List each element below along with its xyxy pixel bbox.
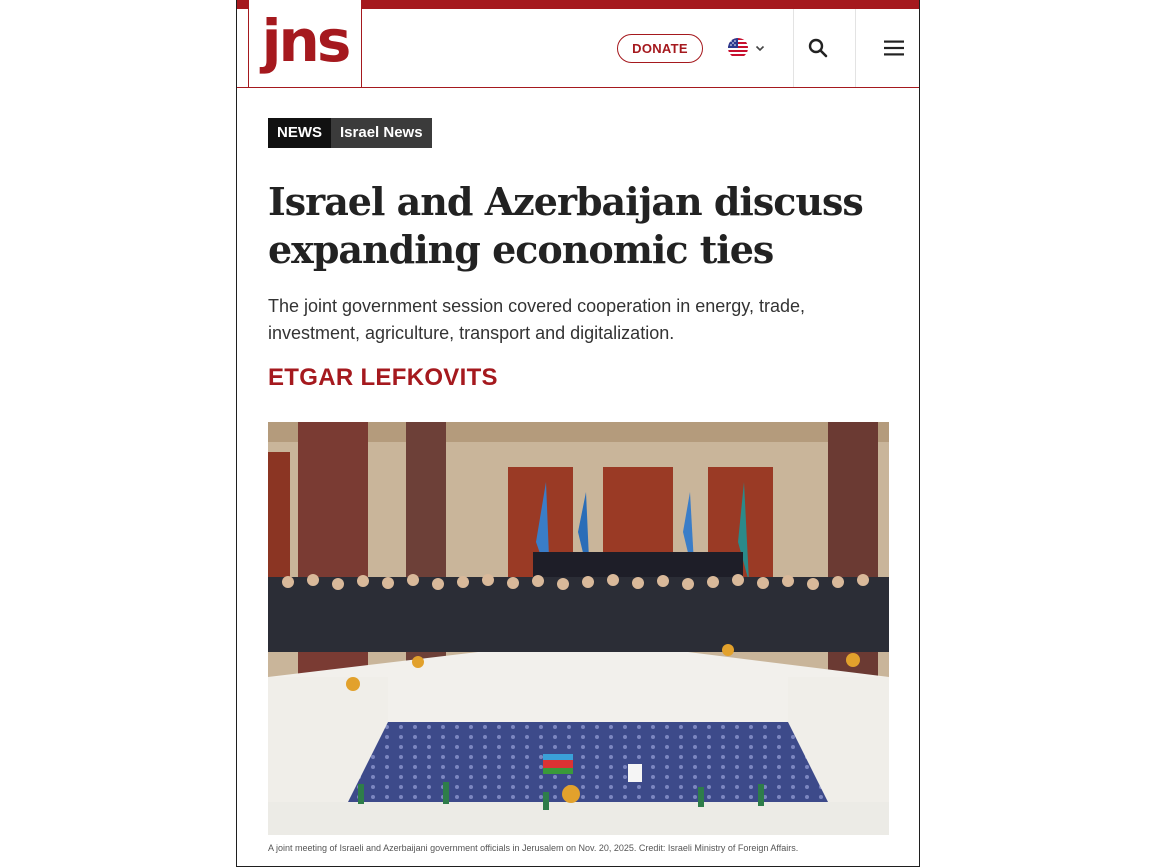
article-photo bbox=[268, 422, 889, 835]
hamburger-menu-icon bbox=[883, 39, 905, 57]
article-page bbox=[236, 0, 920, 867]
menu-button[interactable] bbox=[863, 9, 920, 87]
search-button[interactable] bbox=[787, 9, 849, 87]
article-headline: Israel and Azerbaijan discuss expanding economic ties bbox=[268, 179, 863, 272]
tag-section[interactable]: NEWS bbox=[268, 118, 331, 148]
language-selector[interactable] bbox=[728, 38, 768, 58]
jns-logo[interactable] bbox=[248, 0, 362, 88]
meeting-photo-illustration bbox=[268, 422, 889, 835]
search-icon bbox=[808, 38, 828, 58]
header-divider bbox=[855, 9, 856, 87]
article-tags bbox=[268, 118, 432, 148]
article-subheadline: The joint government session covered cooperation in energy, trade, investment, agriculture, transport and digitalization. bbox=[268, 296, 805, 343]
logo-text: jns bbox=[261, 6, 349, 75]
donate-button[interactable]: DONATE bbox=[617, 34, 703, 63]
tag-category[interactable]: Israel News bbox=[331, 118, 432, 148]
us-flag-icon bbox=[728, 38, 748, 58]
author-name[interactable]: ETGAR LEFKOVITS bbox=[268, 364, 498, 391]
photo-caption: A joint meeting of Israeli and Azerbaijani government officials in Jerusalem on Nov. 20, 2025. Credit: Israeli Ministry of Foreign Affairs. bbox=[268, 843, 799, 853]
chevron-down-icon bbox=[754, 42, 766, 54]
